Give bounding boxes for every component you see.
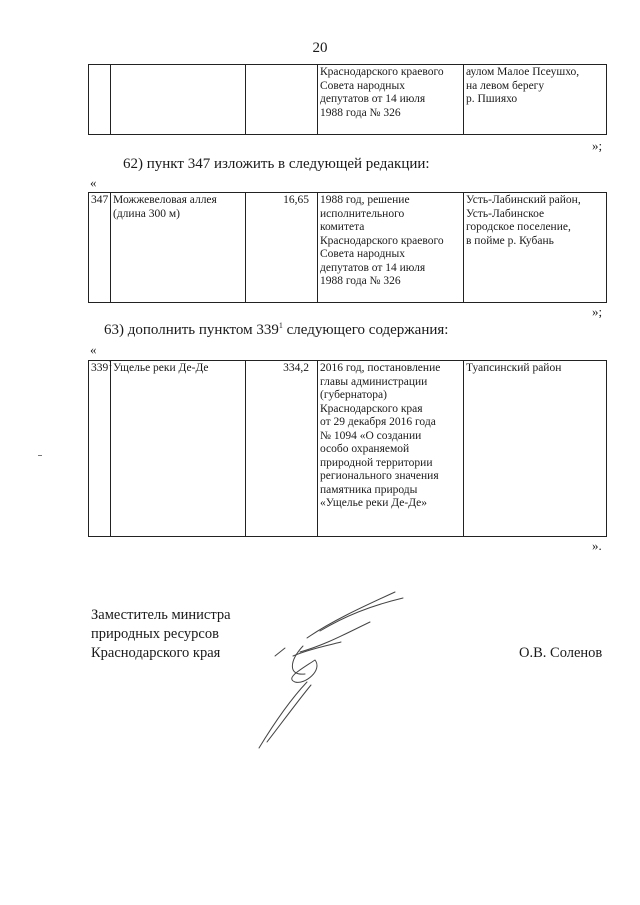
row-num: 339 (91, 362, 109, 374)
table-cell-location: Туапсинский район (464, 361, 607, 537)
table-cell-location: аулом Малое Псеушхо, на левом берегу р. Пшияхо (464, 65, 607, 135)
table-cell-area: 16,65 (246, 193, 318, 303)
signatory-name: О.В. Соленов (519, 645, 603, 661)
table-cell-num: 347 (89, 193, 111, 303)
scan-artifact (38, 455, 42, 456)
table-item-339-1 (88, 360, 607, 537)
table-cell-area (246, 65, 318, 135)
table-row (89, 65, 607, 135)
table-row (89, 193, 607, 303)
table-cell-name (111, 65, 246, 135)
row-num-sup: 1 (108, 359, 113, 369)
opening-quote: « (90, 342, 97, 357)
table-cell-name: Можжевеловая аллея (длина 300 м) (111, 193, 246, 303)
table-row (89, 361, 607, 537)
closing-quote: »; (592, 138, 603, 153)
table-item-347 (88, 192, 607, 303)
table-continuation (88, 64, 607, 135)
table-cell-basis: Краснодарского краевого Совета народных депутатов от 14 июля 1988 года № 326 (318, 65, 464, 135)
closing-quote: »; (592, 304, 603, 319)
item-63-suffix: следующего содержания: (282, 322, 449, 338)
signatory-title: Заместитель министра природных ресурсов Краснодарского края (91, 607, 231, 661)
item-63-sup: 1 (278, 321, 283, 330)
table-cell-basis: 2016 год, постановление главы администрации (губернатора) Краснодарского края от 29 декабря 2016 года № 1094 «О создании особо охраняемой природной территории регионального значения памятника природы «Ущелье реки Де-Де» (318, 361, 464, 537)
table-cell-area: 334,2 (246, 361, 318, 537)
page-number: 20 (312, 40, 328, 56)
handwritten-signature (245, 590, 415, 760)
opening-quote: « (90, 175, 97, 190)
table-cell-num (89, 65, 111, 135)
closing-quote: ». (592, 538, 602, 553)
item-63-prefix: 63) дополнить пунктом 339 (104, 322, 279, 338)
table-cell-name: Ущелье реки Де-Де (111, 361, 246, 537)
table-cell-location: Усть-Лабинский район, Усть-Лабинское городское поселение, в пойме р. Кубань (464, 193, 607, 303)
table-cell-basis: 1988 год, решение исполнительного комитета Краснодарского краевого Совета народных депутатов от 14 июля 1988 года № 326 (318, 193, 464, 303)
item-63-text (104, 322, 448, 339)
table-cell-num (89, 361, 111, 537)
item-62-text: 62) пункт 347 изложить в следующей редакции: (123, 156, 430, 172)
